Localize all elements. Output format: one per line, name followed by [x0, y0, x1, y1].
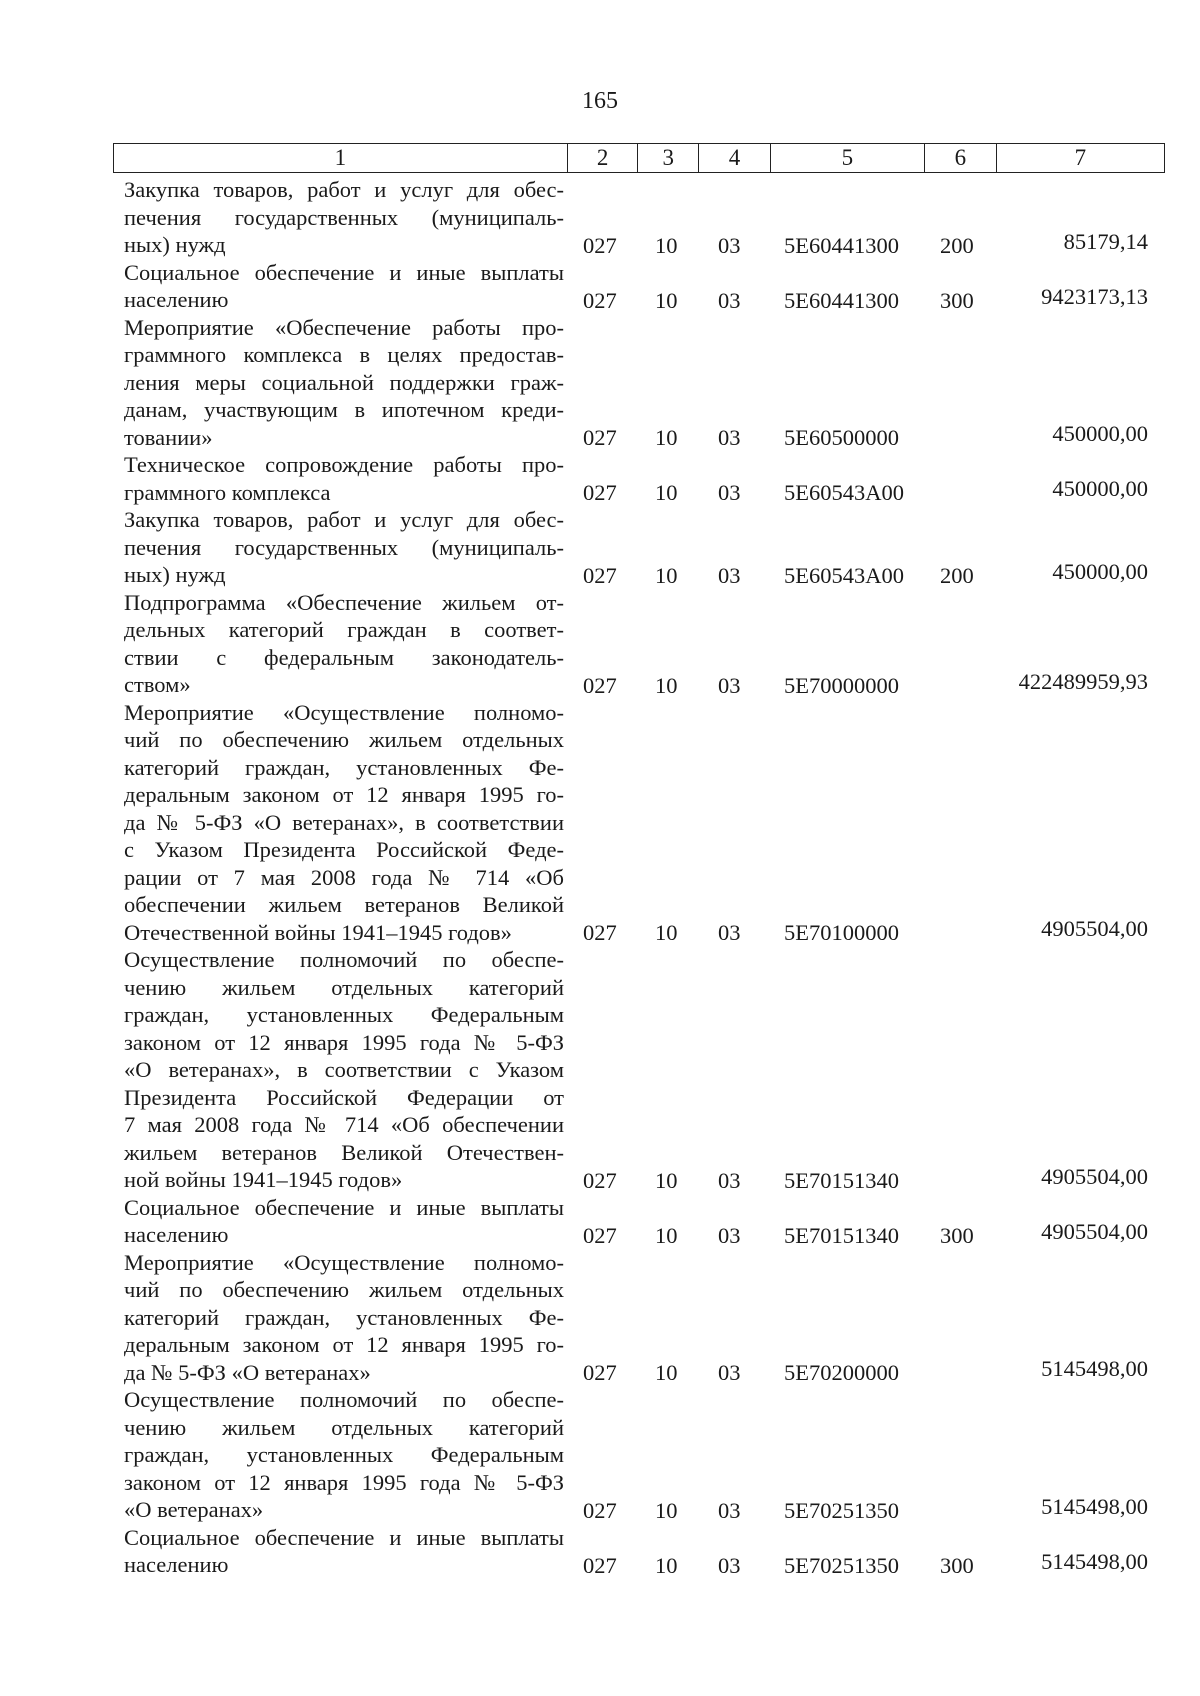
table-row [0, 451, 1200, 506]
table-row [0, 946, 1200, 1194]
expense-type-code: 300 [940, 287, 974, 313]
description-line: Подпрограмма «Обеспечение жильем от- [124, 589, 564, 615]
column-header-2: 2 [567, 144, 638, 173]
description-line: граммного комплекса в целях предостав- [124, 342, 564, 367]
row-description [124, 1524, 564, 1579]
target-article-code: 5Е70151340 [784, 1222, 899, 1248]
target-article-code: 5Е60543А00 [784, 562, 904, 588]
expense-type-code: 200 [940, 232, 974, 258]
subsection-code: 03 [718, 562, 741, 588]
column-header-3: 3 [638, 144, 699, 173]
target-article-code: 5Е60441300 [784, 232, 899, 258]
description-line: ных) нужд [124, 562, 226, 587]
description-line: Мероприятие «Осуществление полномо- [124, 1249, 564, 1275]
ministry-code: 027 [583, 480, 617, 505]
table-row [0, 699, 1200, 947]
description-line: деральным законом от 12 января 1995 го- [124, 1332, 564, 1357]
expense-type-code: 300 [940, 1222, 974, 1248]
row-description [124, 1194, 564, 1249]
section-code: 10 [655, 1222, 678, 1248]
row-description [124, 1386, 564, 1524]
description-line: ством» [124, 672, 191, 697]
description-line: печения государственных (муниципаль- [124, 534, 564, 560]
subsection-code: 03 [718, 425, 741, 450]
target-article-code: 5Е70151340 [784, 1167, 899, 1193]
target-article-code: 5Е70251350 [784, 1497, 899, 1523]
table-row [0, 589, 1200, 699]
section-code: 10 [655, 287, 678, 313]
description-line: населению [124, 1552, 229, 1577]
subsection-code: 03 [718, 287, 741, 313]
ministry-code: 027 [583, 287, 617, 313]
target-article-code: 5Е60500000 [784, 425, 899, 450]
table-row [0, 506, 1200, 589]
description-line: обеспечении жильем ветеранов Великой [124, 892, 564, 917]
section-code: 10 [655, 232, 678, 258]
amount: 450000,00 [1052, 476, 1148, 501]
description-line: да № 5-ФЗ «О ветеранах», в соответствии [124, 809, 564, 835]
ministry-code: 027 [583, 1222, 617, 1248]
ministry-code: 027 [583, 672, 617, 698]
row-description [124, 946, 564, 1194]
amount: 4905504,00 [1041, 916, 1148, 941]
description-line: граммного комплекса [124, 479, 331, 505]
page-number: 165 [582, 88, 618, 114]
description-line: Отечественной войны 1941–1945 годов» [124, 919, 512, 945]
description-line: ной войны 1941–1945 годов» [124, 1167, 403, 1192]
description-line: ных) нужд [124, 232, 226, 257]
description-line: Мероприятие «Обеспечение работы про- [124, 314, 564, 340]
section-code: 10 [655, 672, 678, 698]
ministry-code: 027 [583, 232, 617, 258]
section-code: 10 [655, 920, 678, 945]
amount: 5145498,00 [1041, 1548, 1148, 1574]
row-description [124, 699, 564, 947]
section-code: 10 [655, 480, 678, 505]
expense-type-code: 300 [940, 1552, 974, 1578]
column-header-4: 4 [699, 144, 771, 173]
description-line: 7 мая 2008 года № 714 «Об обеспечении [124, 1112, 564, 1137]
ministry-code: 027 [583, 1497, 617, 1523]
subsection-code: 03 [718, 1552, 741, 1578]
description-line: чению жильем отдельных категорий [124, 1414, 564, 1440]
column-header-1: 1 [114, 144, 568, 173]
subsection-code: 03 [718, 1222, 741, 1248]
ministry-code: 027 [583, 425, 617, 450]
column-header-5: 5 [770, 144, 924, 173]
description-line: «О ветеранах», в соответствии с Указом [124, 1057, 564, 1082]
table-row [0, 314, 1200, 452]
ministry-code: 027 [583, 562, 617, 588]
description-line: печения государственных (муниципаль- [124, 204, 564, 230]
table-row [0, 1386, 1200, 1524]
table-row [0, 176, 1200, 259]
description-line: Осуществление полномочий по обеспе- [124, 947, 564, 972]
description-line: дельных категорий граждан в соответ- [124, 617, 564, 642]
target-article-code: 5Е60543А00 [784, 480, 904, 505]
description-line: Закупка товаров, работ и услуг для обес- [124, 507, 564, 532]
subsection-code: 03 [718, 1167, 741, 1193]
section-code: 10 [655, 1360, 678, 1385]
table-row [0, 1524, 1200, 1579]
row-description [124, 506, 564, 589]
amount: 5145498,00 [1041, 1356, 1148, 1381]
amount: 4905504,00 [1041, 1218, 1148, 1244]
column-header-6: 6 [925, 144, 997, 173]
description-line: законом от 12 января 1995 года № 5-ФЗ [124, 1029, 564, 1055]
description-line: Мероприятие «Осуществление полномо- [124, 699, 564, 725]
subsection-code: 03 [718, 232, 741, 258]
subsection-code: 03 [718, 480, 741, 505]
table-row [0, 1194, 1200, 1249]
description-line: да № 5-ФЗ «О ветеранах» [124, 1359, 371, 1385]
amount: 5145498,00 [1041, 1493, 1148, 1519]
description-line: Техническое сопровождение работы про- [124, 452, 564, 477]
target-article-code: 5Е70000000 [784, 672, 899, 698]
subsection-code: 03 [718, 920, 741, 945]
amount: 450000,00 [1052, 421, 1148, 446]
description-line: ления меры социальной поддержки граж- [124, 369, 564, 395]
target-article-code: 5Е70200000 [784, 1360, 899, 1385]
ministry-code: 027 [583, 920, 617, 945]
section-code: 10 [655, 1552, 678, 1578]
description-line: граждан, установленных Федеральным [124, 1442, 564, 1467]
ministry-code: 027 [583, 1360, 617, 1385]
description-line: «О ветеранах» [124, 1497, 264, 1522]
row-description [124, 314, 564, 452]
amount: 4905504,00 [1041, 1163, 1148, 1189]
amount: 85179,14 [1063, 228, 1148, 254]
description-line: товании» [124, 424, 213, 450]
amount: 422489959,93 [1018, 668, 1148, 694]
description-line: с Указом Президента Российской Феде- [124, 837, 564, 862]
section-code: 10 [655, 562, 678, 588]
description-line: рации от 7 мая 2008 года № 714 «Об [124, 864, 564, 890]
description-line: категорий граждан, установленных Фе- [124, 1304, 564, 1330]
description-line: Социальное обеспечение и иные выплаты [124, 1524, 564, 1550]
row-description [124, 1249, 564, 1387]
description-line: граждан, установленных Федеральным [124, 1002, 564, 1027]
column-header-7: 7 [996, 144, 1164, 173]
target-article-code: 5Е70251350 [784, 1552, 899, 1578]
description-line: чий по обеспечению жильем отдельных [124, 727, 564, 752]
section-code: 10 [655, 425, 678, 450]
row-description [124, 259, 564, 314]
subsection-code: 03 [718, 1360, 741, 1385]
description-line: Социальное обеспечение и иные выплаты [124, 259, 564, 285]
expense-type-code: 200 [940, 562, 974, 588]
description-line: категорий граждан, установленных Фе- [124, 754, 564, 780]
table-row [0, 1249, 1200, 1387]
amount: 9423173,13 [1041, 283, 1148, 309]
description-line: Осуществление полномочий по обеспе- [124, 1387, 564, 1412]
ministry-code: 027 [583, 1552, 617, 1578]
section-code: 10 [655, 1167, 678, 1193]
description-line: законом от 12 января 1995 года № 5-ФЗ [124, 1469, 564, 1495]
description-line: деральным законом от 12 января 1995 го- [124, 782, 564, 807]
description-line: Президента Российской Федерации от [124, 1084, 564, 1110]
ministry-code: 027 [583, 1167, 617, 1193]
amount: 450000,00 [1052, 558, 1148, 584]
row-description [124, 451, 564, 506]
target-article-code: 5Е70100000 [784, 920, 899, 945]
description-line: жильем ветеранов Великой Отечествен- [124, 1139, 564, 1165]
subsection-code: 03 [718, 1497, 741, 1523]
description-line: ствии с федеральным законодатель- [124, 644, 564, 670]
description-line: данам, участвующим в ипотечном креди- [124, 397, 564, 422]
description-line: населению [124, 1222, 229, 1247]
description-line: чению жильем отдельных категорий [124, 974, 564, 1000]
row-description [124, 589, 564, 699]
description-line: Закупка товаров, работ и услуг для обес- [124, 177, 564, 202]
section-code: 10 [655, 1497, 678, 1523]
table-row [0, 259, 1200, 314]
description-line: Социальное обеспечение и иные выплаты [124, 1194, 564, 1220]
row-description [124, 176, 564, 259]
subsection-code: 03 [718, 672, 741, 698]
description-line: населению [124, 287, 229, 312]
description-line: чий по обеспечению жильем отдельных [124, 1277, 564, 1302]
target-article-code: 5Е60441300 [784, 287, 899, 313]
